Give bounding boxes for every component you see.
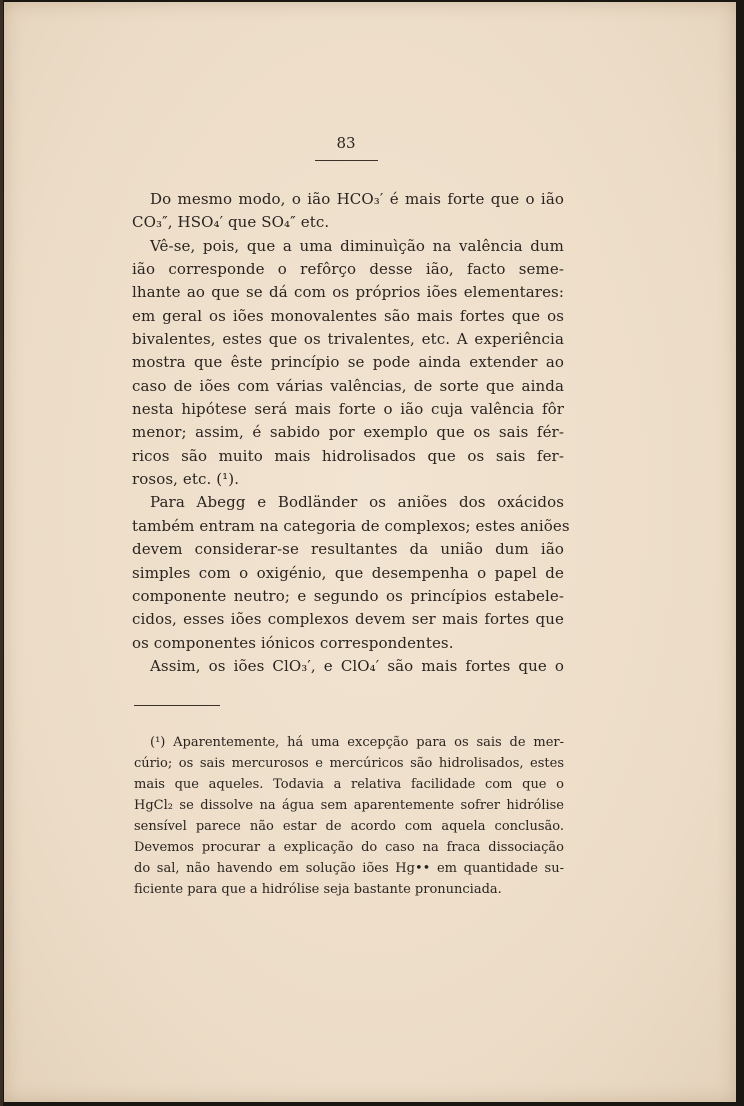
text-line: lhante ao que se dá com os próprios iões elementares: (132, 283, 564, 302)
footnote-rule (134, 705, 220, 706)
page-number-rule (315, 160, 378, 161)
text-line: menor; assim, é sabido por exemplo que os sais fér- (132, 423, 564, 442)
text-line: Vê-se, pois, que a uma diminuìção na valência dum (150, 236, 564, 255)
text-line: devem considerar-se resultantes da união dum ião (132, 540, 564, 559)
text-line: os componentes iónicos correspondentes. (132, 633, 454, 652)
text-line: Para Abegg e Bodländer os aniões dos oxácidos (150, 493, 564, 512)
text-line: CO₃″, HSO₄′ que SO₄″ etc. (132, 213, 330, 232)
body-text (132, 188, 570, 678)
footnote-line: HgCl₂ se dissolve na água sem aparentemente sofrer hidrólise (134, 798, 564, 813)
scan-left-edge (0, 0, 3, 1106)
text-line: também entram na categoria de complexos; estes aniões (132, 516, 570, 535)
footnote (134, 732, 564, 900)
text-line: Do mesmo modo, o ião HCO₃′ é mais forte que o ião (150, 190, 564, 208)
footnote-line: Devemos procurar a explicação do caso na fraca dissociação (134, 840, 564, 855)
text-line: simples com o oxigénio, que desempenha o papel de (132, 563, 564, 582)
text-line: nesta hipótese será mais forte o ião cuja valência fôr (132, 400, 564, 419)
footnote-line: sensível parece não estar de acordo com aquela conclusão. (134, 819, 564, 834)
text-line: cidos, esses iões complexos devem ser mais fortes que (132, 610, 564, 629)
text-line: componente neutro; e segundo os princípios estabele- (132, 586, 564, 605)
text-line: ricos são muito mais hidrolisados que os sais fer- (132, 446, 564, 465)
page-number: 83 (336, 134, 356, 152)
text-line: rosos, etc. (¹). (132, 470, 240, 489)
text-line: Assim, os iões ClO₃′, e ClO₄′ são mais fortes que o (150, 656, 564, 675)
text-line: ião corresponde o refôrço desse ião, facto seme- (132, 260, 564, 279)
book-page (4, 2, 736, 1102)
text-line: caso de iões com várias valências, de sorte que ainda (132, 376, 564, 395)
footnote-line: (¹) Aparentemente, há uma excepção para os sais de mer- (150, 735, 564, 750)
text-line: bivalentes, estes que os trivalentes, etc. A experiência (132, 330, 564, 349)
text-line: mostra que êste princípio se pode ainda extender ao (132, 353, 564, 372)
footnote-line: ficiente para que a hidrólise seja bastante pronunciada. (134, 882, 502, 897)
footnote-line: cúrio; os sais mercurosos e mercúricos são hidrolisados, estes (134, 756, 564, 771)
footnote-line: do sal, não havendo em solução iões Hg•• em quantidade su- (134, 861, 564, 876)
text-line: em geral os iões monovalentes são mais fortes que os (132, 306, 564, 325)
footnote-line: mais que aqueles. Todavia a relativa facilidade com que o (134, 777, 564, 792)
